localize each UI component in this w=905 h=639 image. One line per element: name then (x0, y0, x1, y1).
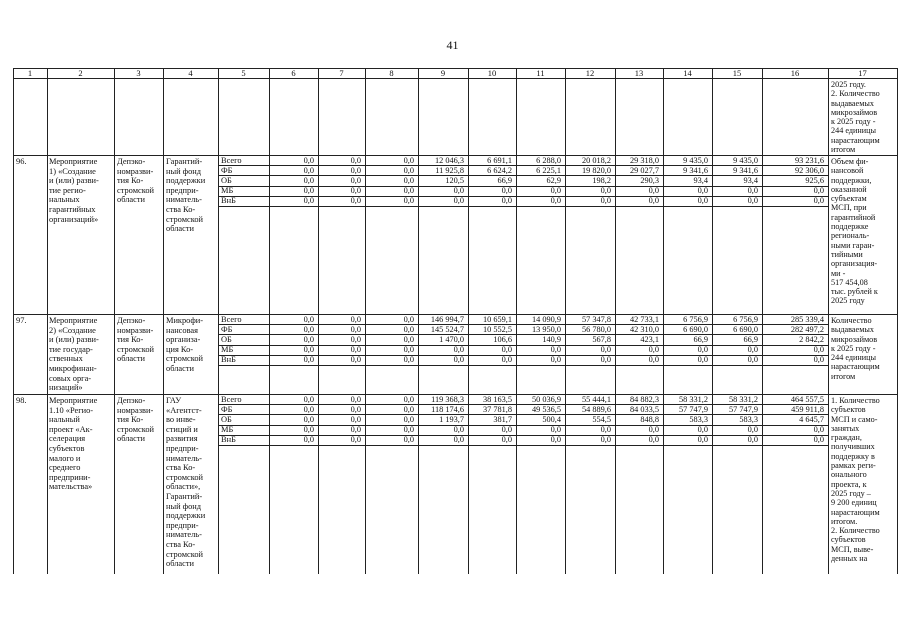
funding-value: 0,0 (403, 345, 414, 355)
funding-value: 0,0 (403, 414, 414, 424)
funding-value: 0,0 (303, 186, 314, 196)
column-header: 1 (27, 68, 33, 78)
funding-value: 0,0 (350, 155, 361, 165)
funding-value: 0,0 (747, 435, 758, 445)
funding-value: 0,0 (648, 196, 659, 206)
funding-source: ОБ (221, 414, 232, 424)
funding-value: 4 645,7 (799, 414, 824, 424)
funding-value: 0,0 (303, 324, 314, 334)
funding-value: 0,0 (453, 355, 464, 365)
funding-value: 0,0 (350, 334, 361, 344)
funding-value: 9 341,6 (733, 165, 758, 175)
funding-value: 13 950,0 (531, 324, 561, 334)
funding-value: 0,0 (648, 186, 659, 196)
funding-value: 0,0 (350, 404, 361, 414)
funding-value: 459 911,8 (791, 404, 824, 414)
funding-value: 0,0 (403, 175, 414, 185)
funding-value: 10 659,1 (482, 314, 512, 324)
funding-value: 6 690,0 (683, 324, 708, 334)
funding-value: 282 497,2 (790, 324, 824, 334)
funding-value: 0,0 (550, 345, 561, 355)
funding-value: 0,0 (303, 175, 314, 185)
funding-value: 84 882,3 (629, 394, 659, 404)
funding-value: 55 444,1 (581, 394, 611, 404)
funding-value: 0,0 (303, 435, 314, 445)
table-rule-vertical (163, 68, 164, 574)
funding-source: ФБ (221, 324, 233, 334)
table-rule-horizontal (13, 78, 897, 79)
funding-value: 0,0 (747, 345, 758, 355)
funding-value: 0,0 (648, 345, 659, 355)
funding-value: 0,0 (350, 394, 361, 404)
executor: Депэко- номразви- тия Ко- стромской области (117, 157, 155, 205)
funding-value: 0,0 (303, 314, 314, 324)
funding-value: 0,0 (350, 414, 361, 424)
funding-value: 37 781,8 (482, 404, 512, 414)
table-rule-vertical (47, 68, 48, 574)
funding-value: 0,0 (350, 165, 361, 175)
row-number: 97. (16, 316, 27, 325)
participant: Гарантий- ный фонд поддержки предпри- ниматель- ства Ко- стромской области (166, 157, 206, 234)
funding-value: 0,0 (813, 196, 824, 206)
column-header: 15 (732, 68, 742, 78)
funding-value: 0,0 (453, 345, 464, 355)
funding-value: 12 046,3 (434, 155, 464, 165)
funding-value: 0,0 (747, 425, 758, 435)
funding-value: 0,0 (350, 324, 361, 334)
row-number: 98. (16, 396, 27, 405)
funding-value: 0,0 (303, 414, 314, 424)
funding-value: 0,0 (303, 425, 314, 435)
funding-value: 9 435,0 (733, 155, 758, 165)
funding-value: 57 347,8 (581, 314, 611, 324)
funding-source: МБ (221, 425, 234, 435)
funding-value: 0,0 (550, 435, 561, 445)
funding-value: 554,5 (592, 414, 611, 424)
funding-value: 120,5 (445, 175, 464, 185)
column-header: 2 (78, 68, 83, 78)
funding-value: 106,6 (493, 334, 512, 344)
funding-value: 0,0 (303, 155, 314, 165)
column-header: 14 (683, 68, 692, 78)
funding-value: 50 036,9 (531, 394, 561, 404)
funding-value: 58 331,2 (678, 394, 708, 404)
funding-value: 62,9 (546, 175, 561, 185)
funding-value: 57 747,9 (678, 404, 708, 414)
funding-value: 0,0 (453, 196, 464, 206)
result-cell: Объем фи- нансовой поддержки, оказанной субъектам МСП, при гарантийной поддержке региональ- ными гаран- тийными организация- ми - 517 454,08 тыс. рублей к 2025 году (831, 157, 878, 306)
funding-value: 1 193,7 (439, 414, 464, 424)
funding-value: 925,6 (805, 175, 824, 185)
funding-source: ВнБ (221, 355, 236, 365)
funding-value: 0,0 (501, 345, 512, 355)
funding-source: ФБ (221, 165, 233, 175)
funding-value: 0,0 (350, 345, 361, 355)
funding-value: 0,0 (350, 435, 361, 445)
funding-value: 118 174,6 (431, 404, 464, 414)
funding-value: 0,0 (453, 435, 464, 445)
funding-value: 0,0 (813, 425, 824, 435)
funding-value: 2 842,2 (799, 334, 824, 344)
funding-value: 20 018,2 (581, 155, 611, 165)
column-header: 6 (291, 68, 296, 78)
funding-value: 66,9 (497, 175, 512, 185)
funding-value: 119 368,3 (431, 394, 464, 404)
funding-value: 0,0 (501, 435, 512, 445)
funding-value: 29 318,0 (629, 155, 659, 165)
funding-value: 6 691,1 (487, 155, 512, 165)
funding-value: 0,0 (403, 155, 414, 165)
funding-value: 0,0 (303, 355, 314, 365)
funding-value: 56 780,0 (581, 324, 611, 334)
funding-value: 0,0 (747, 196, 758, 206)
funding-value: 42 310,0 (629, 324, 659, 334)
funding-value: 0,0 (600, 196, 611, 206)
column-header: 13 (634, 68, 644, 78)
funding-value: 66,9 (693, 334, 708, 344)
funding-value: 1 470,0 (439, 334, 464, 344)
funding-value: 500,4 (542, 414, 561, 424)
funding-value: 0,0 (648, 425, 659, 435)
funding-value: 0,0 (453, 186, 464, 196)
funding-value: 145 524,7 (430, 324, 464, 334)
page-number: 41 (446, 38, 459, 52)
funding-value: 0,0 (453, 425, 464, 435)
funding-value: 0,0 (303, 165, 314, 175)
funding-value: 146 994,7 (430, 314, 464, 324)
column-header: 4 (188, 68, 193, 78)
funding-value: 0,0 (550, 186, 561, 196)
funding-value: 10 552,5 (482, 324, 512, 334)
column-header: 5 (241, 68, 246, 78)
funding-value: 6 225,1 (536, 165, 561, 175)
funding-value: 9 435,0 (683, 155, 708, 165)
row-number: 96. (16, 157, 27, 166)
funding-source: ОБ (221, 334, 232, 344)
funding-value: 0,0 (303, 334, 314, 344)
funding-source: ВнБ (221, 435, 236, 445)
participant: Микрофи- нансовая организа- ция Ко- стромской области (166, 316, 204, 373)
funding-value: 0,0 (600, 425, 611, 435)
funding-value: 0,0 (648, 435, 659, 445)
table-rule-vertical (114, 68, 115, 574)
funding-value: 0,0 (813, 186, 824, 196)
column-header: 3 (136, 68, 141, 78)
result-cell: Количество выдаваемых микрозаймов к 2025 году - 244 единицы нарастающим итогом (831, 316, 880, 381)
funding-source: Всего (221, 314, 242, 324)
funding-value: 0,0 (350, 355, 361, 365)
event-name: Мероприятие 2) «Создание и (или) разви- тие государ- ственных микрофинан- совых орга- низаций» (49, 316, 99, 393)
funding-value: 6 288,0 (536, 155, 561, 165)
funding-source: Всего (221, 394, 242, 404)
funding-value: 0,0 (403, 355, 414, 365)
funding-value: 9 341,6 (683, 165, 708, 175)
funding-value: 464 557,5 (790, 394, 824, 404)
event-name: Мероприятие 1.10 «Регио- нальный проект «Ак- селерация субъектов малого и среднего предприни- мательства» (49, 396, 98, 492)
funding-value: 0,0 (813, 435, 824, 445)
funding-value: 0,0 (350, 175, 361, 185)
funding-value: 0,0 (813, 355, 824, 365)
result-cell: 1. Количество субъектов МСП и само- занятых граждан, получивших поддержку в рамках реги- онального проекта, к 2025 году – 9 200 единиц нарастающим итогом. 2. Количество субъектов МСП, выве- денных на (831, 396, 880, 564)
funding-value: 6 624,2 (487, 165, 512, 175)
result-cell: 2025 году. 2. Количество выдаваемых микрозаймов к 2025 году - 244 единицы нарастающим итогом (831, 80, 880, 155)
funding-value: 0,0 (403, 186, 414, 196)
funding-value: 0,0 (303, 394, 314, 404)
funding-value: 0,0 (350, 186, 361, 196)
table-rule-vertical (828, 68, 829, 574)
column-header: 9 (440, 68, 446, 78)
column-header: 7 (339, 68, 344, 78)
funding-value: 0,0 (697, 355, 708, 365)
funding-value: 66,9 (743, 334, 758, 344)
funding-source: Всего (221, 155, 242, 165)
funding-value: 0,0 (813, 345, 824, 355)
funding-value: 848,8 (640, 414, 659, 424)
funding-value: 0,0 (550, 196, 561, 206)
funding-value: 0,0 (697, 435, 708, 445)
funding-value: 0,0 (403, 394, 414, 404)
funding-value: 0,0 (403, 425, 414, 435)
funding-value: 0,0 (303, 404, 314, 414)
table-rule-vertical (218, 68, 219, 574)
funding-value: 49 536,5 (531, 404, 561, 414)
funding-value: 0,0 (303, 345, 314, 355)
column-header: 11 (536, 68, 545, 78)
funding-value: 38 163,5 (482, 394, 512, 404)
funding-value: 0,0 (697, 345, 708, 355)
funding-value: 0,0 (350, 196, 361, 206)
funding-value: 0,0 (403, 324, 414, 334)
funding-value: 92 306,0 (794, 165, 824, 175)
funding-source: МБ (221, 345, 234, 355)
funding-value: 0,0 (501, 425, 512, 435)
funding-value: 0,0 (501, 355, 512, 365)
funding-value: 0,0 (697, 186, 708, 196)
executor: Депэко- номразви- тия Ко- стромской области (117, 396, 155, 444)
funding-value: 381,7 (493, 414, 512, 424)
funding-value: 0,0 (600, 345, 611, 355)
funding-value: 93,4 (693, 175, 708, 185)
funding-value: 423,1 (640, 334, 659, 344)
funding-value: 0,0 (697, 425, 708, 435)
funding-value: 0,0 (747, 186, 758, 196)
funding-value: 93 231,6 (794, 155, 824, 165)
event-name: Мероприятие 1) «Создание и (или) разви- тие регио- нальных гарантийных организаций» (49, 157, 99, 224)
executor: Депэко- номразви- тия Ко- стромской области (117, 316, 155, 364)
funding-value: 567,8 (592, 334, 611, 344)
funding-value: 6 690,0 (733, 324, 758, 334)
funding-value: 14 090,9 (531, 314, 561, 324)
funding-value: 290,3 (640, 175, 659, 185)
funding-value: 0,0 (697, 196, 708, 206)
participant: ГАУ «Агентст- во инве- стиций и развития предпри- ниматель- ства Ко- стромской области», Гарантий- ный фонд поддержки предпри- ниматель- ства Ко- стромской области (166, 396, 206, 569)
funding-value: 0,0 (403, 196, 414, 206)
funding-value: 29 027,7 (629, 165, 659, 175)
funding-value: 0,0 (403, 435, 414, 445)
funding-value: 54 889,6 (581, 404, 611, 414)
funding-value: 0,0 (350, 314, 361, 324)
column-header: 12 (585, 68, 595, 78)
column-header: 10 (487, 68, 497, 78)
funding-value: 583,3 (739, 414, 758, 424)
funding-value: 57 747,9 (728, 404, 758, 414)
funding-value: 0,0 (403, 165, 414, 175)
funding-value: 6 756,9 (683, 314, 708, 324)
funding-source: ФБ (221, 404, 233, 414)
funding-source: ОБ (221, 175, 232, 185)
funding-value: 0,0 (600, 186, 611, 196)
table-rule-vertical (897, 68, 898, 574)
funding-value: 0,0 (648, 355, 659, 365)
column-header: 8 (389, 68, 394, 78)
funding-value: 0,0 (600, 355, 611, 365)
column-header: 17 (858, 68, 867, 78)
funding-value: 0,0 (501, 196, 512, 206)
funding-source: ВнБ (221, 196, 236, 206)
funding-value: 0,0 (403, 334, 414, 344)
funding-value: 0,0 (550, 425, 561, 435)
funding-value: 6 756,9 (733, 314, 758, 324)
funding-value: 285 339,4 (790, 314, 824, 324)
funding-value: 0,0 (550, 355, 561, 365)
funding-value: 0,0 (403, 314, 414, 324)
column-header: 16 (790, 68, 800, 78)
funding-source: МБ (221, 186, 234, 196)
funding-value: 58 331,2 (728, 394, 758, 404)
funding-value: 198,2 (592, 175, 611, 185)
funding-value: 11 925,8 (435, 165, 464, 175)
funding-value: 0,0 (747, 355, 758, 365)
funding-value: 84 033,5 (629, 404, 659, 414)
funding-value: 0,0 (303, 196, 314, 206)
funding-value: 19 820,0 (581, 165, 611, 175)
funding-value: 42 733,1 (629, 314, 659, 324)
table-rule-vertical (13, 68, 14, 574)
funding-value: 140,9 (542, 334, 561, 344)
funding-value: 0,0 (350, 425, 361, 435)
funding-value: 583,3 (689, 414, 708, 424)
funding-value: 93,4 (743, 175, 758, 185)
funding-value: 0,0 (403, 404, 414, 414)
funding-value: 0,0 (600, 435, 611, 445)
funding-value: 0,0 (501, 186, 512, 196)
